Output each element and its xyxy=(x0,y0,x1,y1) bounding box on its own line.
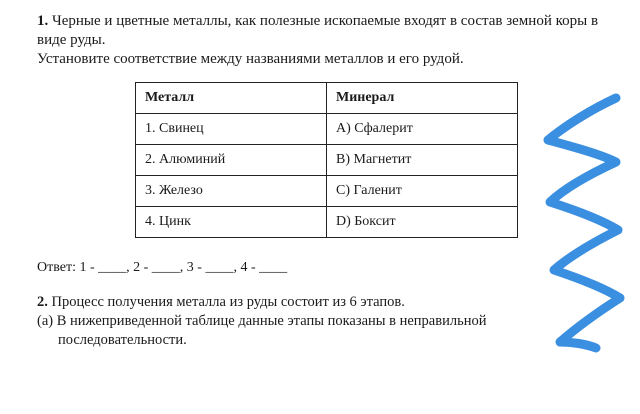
question-1 xyxy=(37,12,597,69)
table-row xyxy=(136,114,518,145)
question-2-line-2: (а) В нижеприведенной таблице данные этапы показаны в неправильной xyxy=(37,313,487,329)
table-row xyxy=(136,176,518,207)
table-cell-mineral: B) Магнетит xyxy=(327,145,518,176)
answer-line: Ответ: 1 - ____, 2 - ____, 3 - ____, 4 - ____ xyxy=(37,260,288,275)
table-cell-metal: 2. Алюминий xyxy=(136,145,327,176)
blue-scribble-decoration xyxy=(520,70,640,370)
table-cell-mineral: A) Сфалерит xyxy=(327,114,518,145)
question-2 xyxy=(37,293,597,350)
table-header-row xyxy=(136,83,518,114)
question-2-line-1: 2. Процесс получения металла из руды состоит из 6 этапов. xyxy=(37,294,405,310)
table-cell-metal: 4. Цинк xyxy=(136,207,327,238)
table-cell-mineral: D) Боксит xyxy=(327,207,518,238)
table-cell-metal: 1. Свинец xyxy=(136,114,327,145)
question-1-line-1: 1. Черные и цветные металлы, как полезные ископаемые входят в состав земной коры в xyxy=(37,13,599,29)
scribble-stroke xyxy=(548,98,620,348)
table-cell-mineral: C) Галенит xyxy=(327,176,518,207)
table-header-mineral: Минерал xyxy=(327,83,518,114)
table-cell-metal: 3. Железо xyxy=(136,176,327,207)
question-1-line-2: виде руды. xyxy=(37,32,106,48)
question-2-number: 2. xyxy=(37,294,48,310)
question-1-number: 1. xyxy=(37,13,49,29)
question-1-line-3: Установите соответствие между названиями металлов и его рудой. xyxy=(37,51,464,67)
table-row xyxy=(136,145,518,176)
table-header-metal: Металл xyxy=(136,83,327,114)
question-2-line-3: последовательности. xyxy=(58,332,187,348)
matching-table xyxy=(135,82,518,238)
table-row xyxy=(136,207,518,238)
